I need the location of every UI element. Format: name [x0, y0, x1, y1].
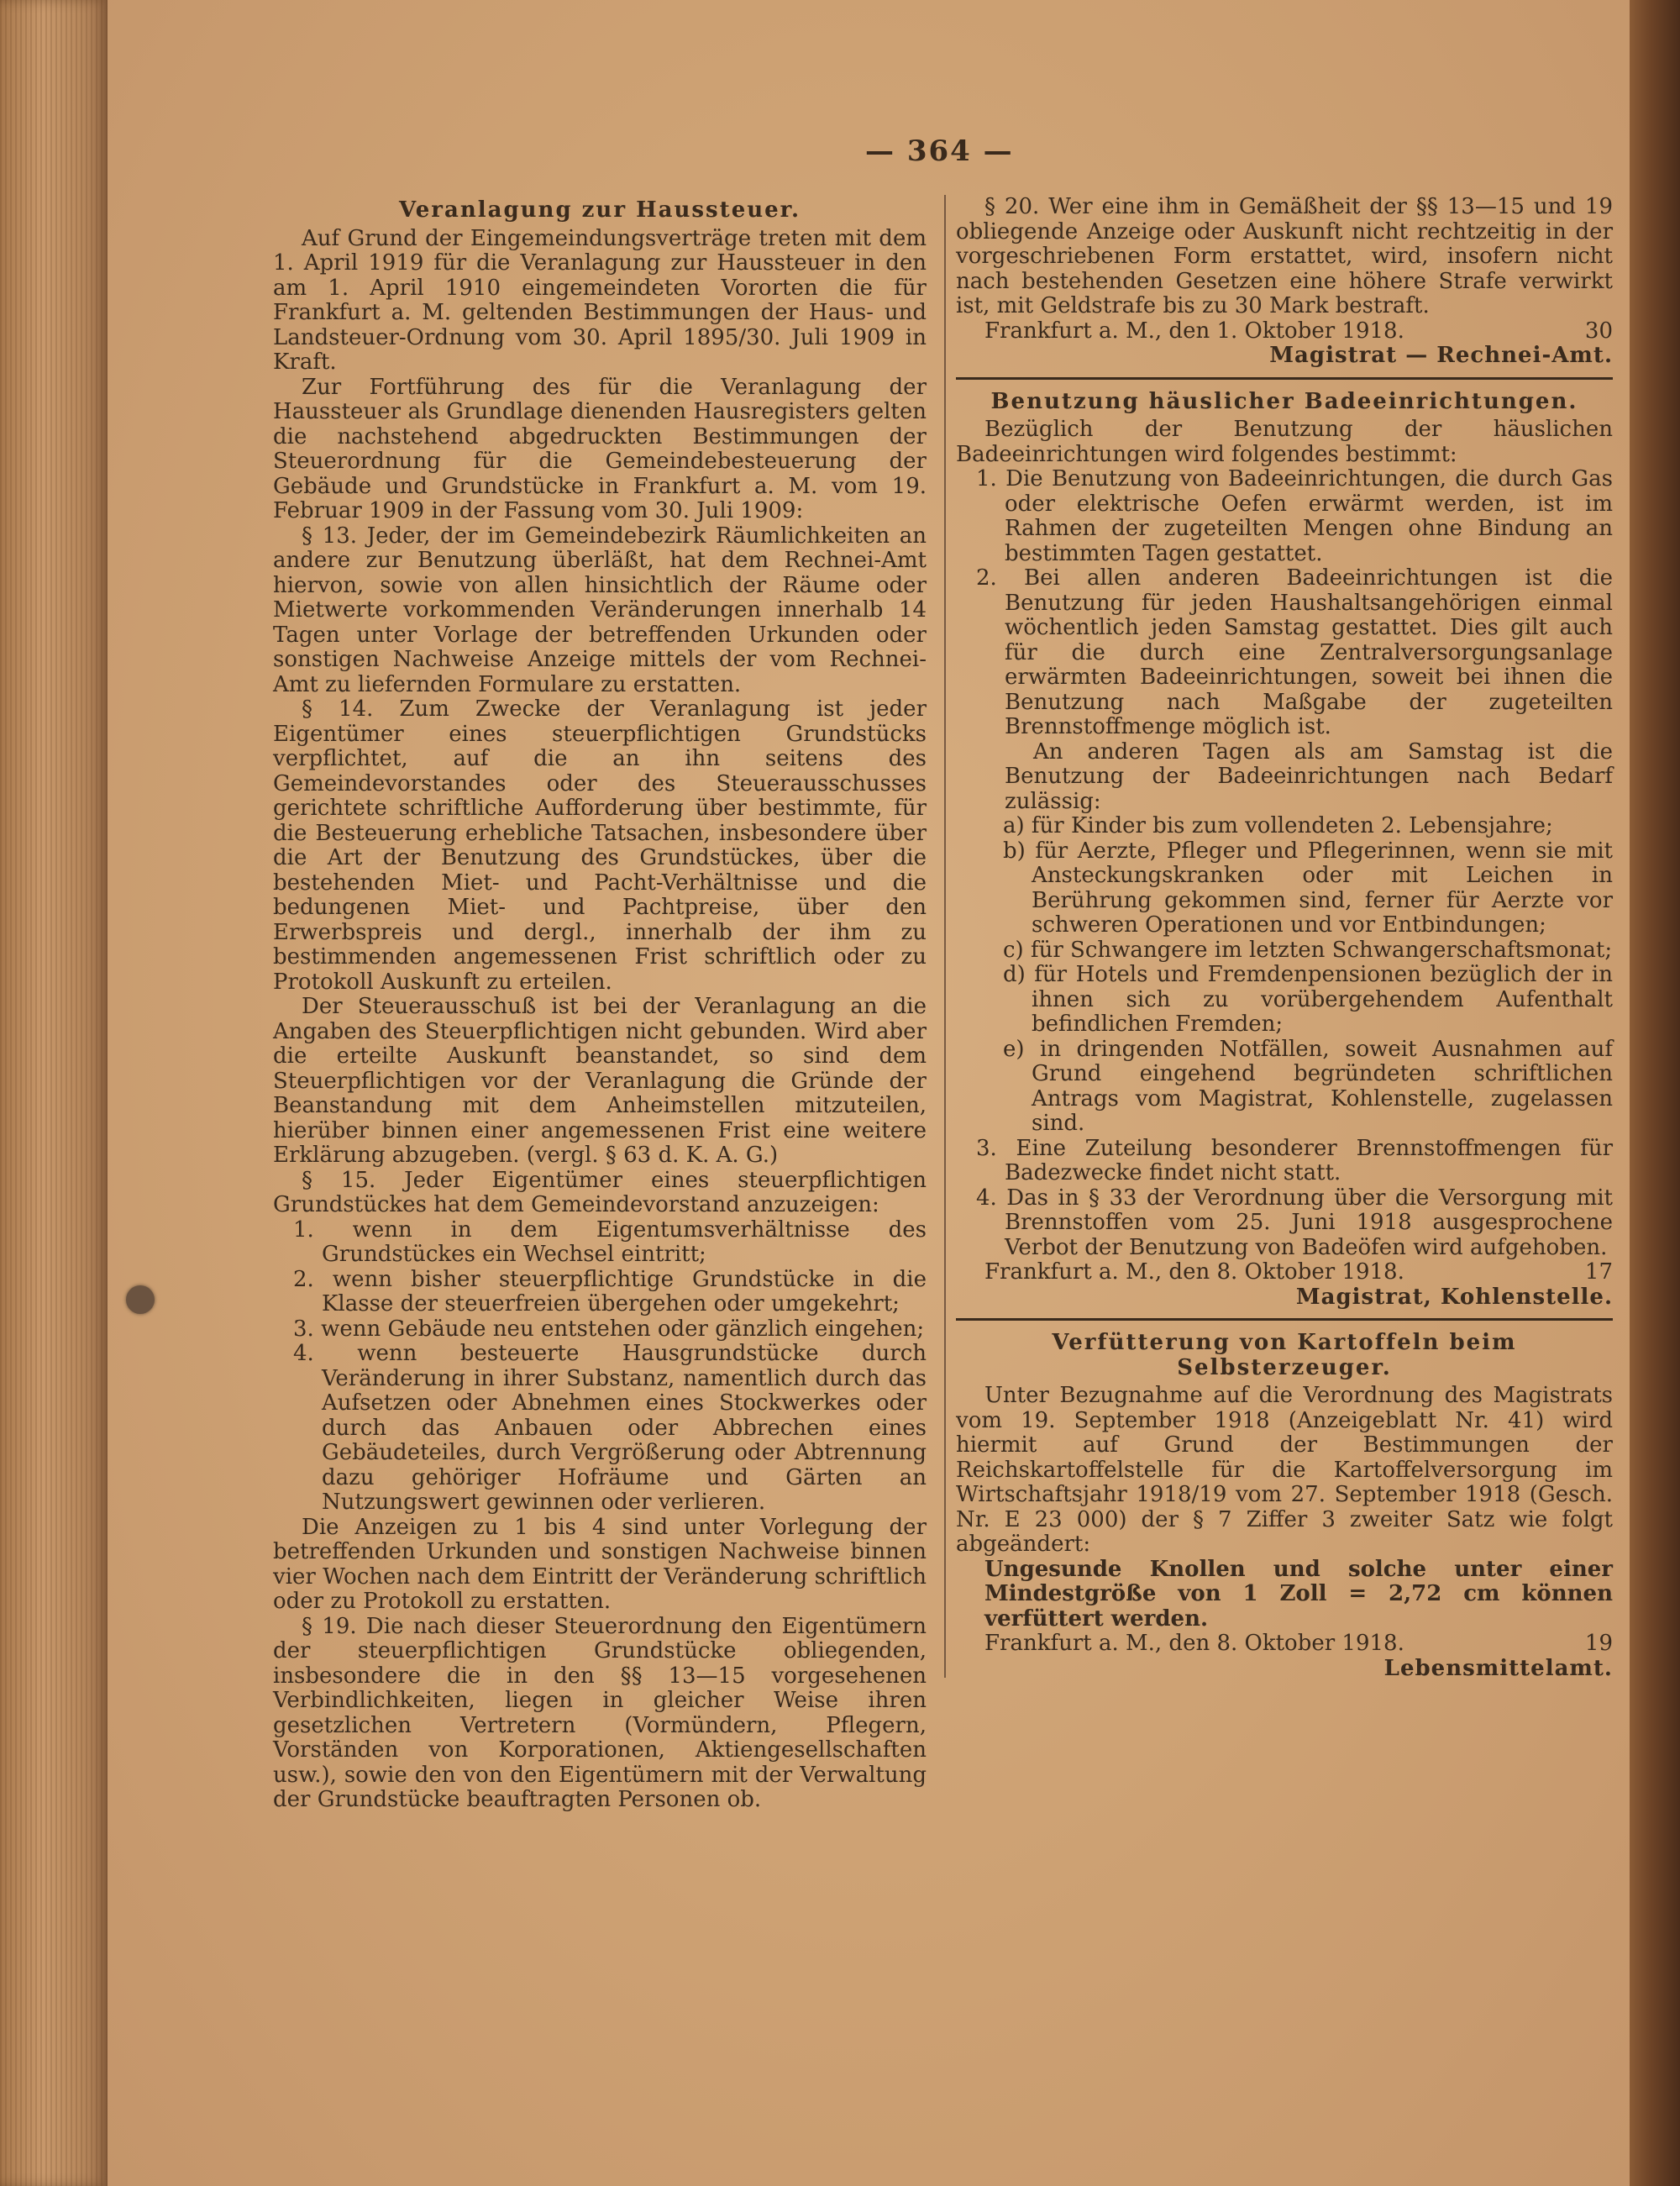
sub-item: d) für Hotels und Fremdenpensionen bezüglich der in ihnen sich zu vorübergehendem Aufenthalt befindlichen Fremden; [1003, 962, 1613, 1037]
right-column [956, 195, 1613, 1681]
quote: Ungesunde Knollen und solche unter einer Mindestgröße von 1 Zoll = 2,72 cm können verfüttert werden. [984, 1556, 1613, 1632]
sub-item: b) für Aerzte, Pfleger und Pflegerinnen, wenn sie mit Ansteckungskranken oder mit Leichen in Berührung gekommen sind, ferner für Aerzte vor schweren Operationen und vor Entbindungen; [1003, 838, 1613, 938]
paragraph: An anderen Tagen als am Samstag ist die Benutzung der Badeeinrichtungen nach Bedarf zulässig: [1005, 738, 1613, 814]
paragraph: Unter Bezugnahme auf die Verordnung des Magistrats vom 19. September 1918 (Anzeigeblatt Nr. 41) wird hiermit auf Grund der Bestimmungen der Reichskartoffelstelle für die Kartoffelversorgung im Wirtschaftsjahr 1918/19 vom 27. September 1918 (Gesch. Nr. E 23 000) der § 7 Ziffer 3 zweiter Satz wie folgt abgeändert: [956, 1383, 1613, 1557]
punch-hole [126, 1285, 155, 1314]
paragraph: Auf Grund der Eingemeindungsverträge treten mit dem 1. April 1919 für die Veranlagung zur Haussteuer in den am 1. April 1910 eingemeindeten Vororten die für Frankfurt a. M. geltenden Bestimmungen der Haus- und Landsteuer-Ordnung vom 30. April 1895/30. Juli 1909 in Kraft. [273, 225, 927, 375]
paragraph: § 15. Jeder Eigentümer eines steuerpflichtigen Grundstückes hat dem Gemeindevorstand anzuzeigen: [273, 1167, 927, 1217]
signature: Magistrat, Kohlenstelle. [1295, 1284, 1613, 1310]
paragraph: Bezüglich der Benutzung der häuslichen Badeeinrichtungen wird folgendes bestimmt: [956, 417, 1613, 467]
date: Frankfurt a. M., den 8. Oktober 1918. [984, 1259, 1404, 1285]
book-binding [1630, 0, 1680, 2186]
paragraph: § 20. Wer eine ihm in Gemäßheit der §§ 13—15 und 19 obliegende Anzeige oder Auskunft nicht rechtzeitig in der vorgeschriebenen Form erstattet, wird, insofern nicht nach bestehenden Gesetzen eine höhere Strafe verwirkt ist, mit Geldstrafe bis zu 30 Mark bestraft. [956, 194, 1613, 318]
list-item: 4. Das in § 33 der Verordnung über die Versorgung mit Brennstoffen vom 25. Juni 1918 ausgesprochene Verbot der Benutzung von Badeöfen wird aufgehoben. [976, 1185, 1613, 1260]
list-item: 4. wenn besteuerte Hausgrundstücke durch Veränderung in ihrer Substanz, namentlich durch das Aufsetzen oder Abnehmen eines Stockwerkes oder durch das Anbauen oder Abbrechen eines Gebäudeteiles, durch Vergrößerung oder Abtrennung dazu gehöriger Hofräume und Gärten an Nutzungswert gewinnen oder verlieren. [293, 1341, 927, 1515]
date: Frankfurt a. M., den 8. Oktober 1918. [984, 1631, 1404, 1656]
left-column [273, 195, 927, 1813]
section-rule [956, 1318, 1613, 1321]
paragraph: Zur Fortführung des für die Veranlagung der Haussteuer als Grundlage dienenden Hausregisters gelten die nachstehend abgedruckten Bestimmungen der Steuerordnung für die Gemeindebesteuerung der Gebäude und Grundstücke in Frankfurt a. M. vom 19. Februar 1909 in der Fassung vom 30. Juli 1909: [273, 374, 927, 523]
column-divider [944, 195, 946, 1678]
heading-haussteuer: Veranlagung zur Haussteuer. [398, 197, 801, 223]
signature: Lebensmittelamt. [1383, 1655, 1613, 1681]
sub-item: c) für Schwangere im letzten Schwangerschaftsmonat; [1003, 937, 1613, 963]
sub-item: e) in dringenden Notfällen, soweit Ausnahmen auf Grund eingehend begründeten schriftlichen Antrags vom Magistrat, Kohlenstelle, zugelassen sind. [1003, 1036, 1613, 1136]
page-number: — 364 — [865, 134, 1014, 168]
notice-number: 30 [1584, 318, 1613, 344]
list-item: 3. wenn Gebäude neu entstehen oder gänzlich eingehen; [293, 1316, 925, 1342]
list-item: 1. Die Benutzung von Badeeinrichtungen, die durch Gas oder elektrische Oefen erwärmt werden, ist im Rahmen der zugeteilten Mengen ohne Bindung an bestimmten Tagen gestattet. [976, 466, 1613, 566]
section-rule [956, 377, 1613, 380]
paragraph: § 14. Zum Zwecke der Veranlagung ist jeder Eigentümer eines steuerpflichtigen Grundstücks verpflichtet, auf die an ihn seitens des Gemeindevorstandes oder des Steuerausschusses gerichtete schriftliche Aufforderung über bestimmte, für die Besteuerung erhebliche Tatsachen, insbesondere über die Art der Benutzung des Grundstückes, über die bestehenden Miet- und Pacht-Verhältnisse und die bedungenen Miet- und Pachtpreise, über den Erwerbspreis und dergl., innerhalb der ihm zu bestimmenden angemessenen Frist schriftlich oder zu Protokoll Auskunft zu erteilen. [273, 696, 927, 995]
heading-kartoffeln: Verfütterung von Kartoffeln beim Selbsterzeuger. [1052, 1330, 1517, 1380]
signature: Magistrat — Rechnei-Amt. [1269, 343, 1613, 368]
dateline [956, 1632, 1613, 1657]
notice-number: 19 [1584, 1631, 1613, 1656]
paragraph: Der Steuerausschuß ist bei der Veranlagung an die Angaben des Steuerpflichtigen nicht gebunden. Wird aber die erteilte Auskunft beanstandet, so sind dem Steuerpflichtigen vor der Veranlagung die Gründe der Beanstandung mit dem Anheimstellen mitzuteilen, hierüber binnen einer angemessenen Frist eine weitere Erklärung abzugeben. (vergl. § 63 d. K. A. G.) [273, 994, 927, 1168]
notice-number: 17 [1584, 1259, 1613, 1285]
sub-item: a) für Kinder bis zum vollendeten 2. Lebensjahre; [1003, 813, 1553, 838]
dateline [956, 1260, 1613, 1285]
list-item: 2. wenn bisher steuerpflichtige Grundstücke in die Klasse der steuerfreien übergehen oder umgekehrt; [293, 1266, 927, 1316]
list-item: 3. Eine Zuteilung besonderer Brennstoffmengen für Badezwecke findet nicht statt. [976, 1135, 1613, 1185]
heading-badeeinrichtungen: Benutzung häuslicher Badeeinrichtungen. [990, 388, 1578, 414]
dateline [956, 319, 1613, 344]
paragraph: § 13. Jeder, der im Gemeindebezirk Räumlichkeiten an andere zur Benutzung überläßt, hat dem Rechnei-Amt hiervon, sowie von allen hinsichtlich der Räume oder Mietwerte vorkommenden Veränderungen innerhalb 14 Tagen unter Vorlage der betreffenden Urkunden oder sonstigen Nachweise Anzeige mittels der vom Rechnei-Amt zu liefernden Formulare zu erstatten. [273, 523, 927, 697]
paragraph: Die Anzeigen zu 1 bis 4 sind unter Vorlegung der betreffenden Urkunden und sonstigen Nachweise binnen vier Wochen nach dem Eintritt der Veränderung schriftlich oder zu Protokoll zu erstatten. [273, 1514, 927, 1614]
list-item: 1. wenn in dem Eigentumsverhältnisse des Grundstückes ein Wechsel eintritt; [293, 1216, 927, 1267]
date: Frankfurt a. M., den 1. Oktober 1918. [984, 318, 1404, 344]
paragraph: § 19. Die nach dieser Steuerordnung den Eigentümern der steuerpflichtigen Grundstücke obliegenden, insbesondere die in den §§ 13—15 vorgesehenen Verbindlichkeiten, liegen in gleicher Weise ihren gesetzlichen Vertretern (Vormündern, Pflegern, Vorständen von Korporationen, Aktiengesellschaften usw.), sowie den von den Eigentümern mit der Verwaltung der Grundstücke beauftragten Personen ob. [273, 1613, 927, 1812]
page-stack-edge [0, 0, 108, 2186]
list-item: 2. Bei allen anderen Badeeinrichtungen ist die Benutzung für jeden Haushaltsangehörigen einmal wöchentlich jeden Samstag gestattet. Dies gilt auch für die durch eine Zentralversorgungsanlage erwärmten Badeeinrichtungen, soweit bei ihnen die Benutzung nach Maßgabe der zugeteilten Brennstoffmenge möglich ist. [976, 565, 1613, 739]
